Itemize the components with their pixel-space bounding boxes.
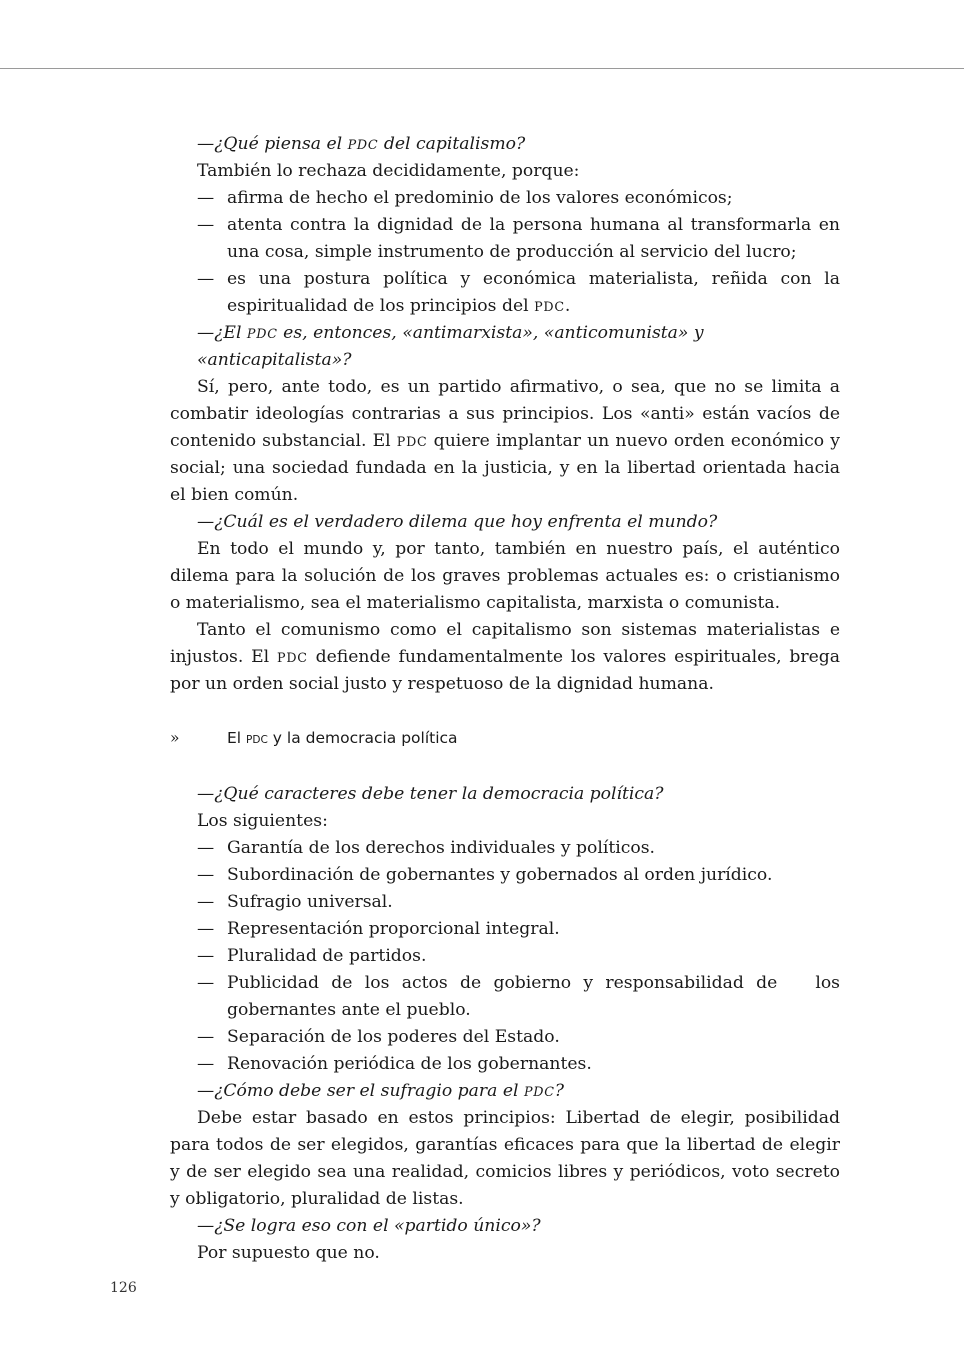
header-rule — [0, 68, 964, 69]
list-item — [170, 889, 840, 916]
answer-intro: También lo rechaza decididamente, porque: — [197, 161, 580, 181]
question-text: —¿Qué piensa el — [197, 134, 348, 154]
dash-bullet: — — [197, 865, 215, 885]
list-item — [170, 943, 840, 970]
list-item-text: Separación de los poderes del Estado. — [227, 1027, 560, 1047]
question-text: es, entonces, «antimarxista», «anticomunista» y «anticapitalista»? — [197, 323, 704, 370]
section-heading — [170, 725, 840, 754]
section-marker: » — [170, 729, 180, 747]
list-item — [170, 916, 840, 943]
pdc-abbr: PDC — [246, 734, 268, 746]
list-item — [170, 1051, 840, 1078]
list-item-text: atenta contra la dignidad de la persona humana al transformarla en una cosa, simple instrumento de producción al servicio del lucro; — [227, 215, 840, 262]
paragraph-text: Tanto el comunismo como el capitalismo son sistemas materialistas e injustos. El — [170, 620, 840, 667]
answer-paragraph: En todo el mundo y, por tanto, también en nuestro país, el auténtico dilema para la solución de los graves problemas actuales es: o cristianismo o materialismo, sea el materialismo capitalista, marxista o comunista. — [170, 539, 840, 613]
question-capitalism — [170, 131, 840, 158]
question-suffrage — [170, 1078, 840, 1105]
paragraph-text: quiere implantar un nuevo orden económico y social; una sociedad fundada en la justicia, y en la libertad orientada hacia el bien común. — [170, 431, 840, 505]
page-number: 126 — [110, 1280, 137, 1296]
list-item — [170, 212, 840, 266]
question-anti — [170, 320, 840, 374]
heading-text: y la democracia política — [267, 729, 458, 747]
question-text: ? — [554, 1081, 564, 1101]
list-item-text: los gobernantes ante el pueblo. — [227, 973, 840, 1020]
list-item-text: Publicidad de los actos de gobierno y responsabilidad de — [227, 973, 778, 993]
list-item-text: . — [564, 296, 571, 316]
page-body — [170, 131, 840, 1267]
list-item-text: es una postura política y económica materialista, reñida con la espiritualidad de los principios del — [227, 269, 840, 316]
dash-bullet: — — [197, 269, 215, 289]
pdc-abbr: PDC — [534, 299, 565, 314]
pdc-abbr: PDC — [347, 137, 379, 152]
pdc-abbr: PDC — [246, 326, 278, 341]
list-item-text: Garantía de los derechos individuales y políticos. — [227, 838, 656, 858]
dash-bullet: — — [197, 892, 215, 912]
list-item — [170, 970, 840, 1024]
list-item — [170, 862, 840, 889]
list-item — [170, 266, 840, 320]
pdc-abbr: PDC — [523, 1084, 555, 1099]
question-single-party: —¿Se logra eso con el «partido único»? — [197, 1216, 541, 1236]
pdc-abbr: PDC — [396, 434, 428, 449]
list-item-text: Renovación periódica de los gobernantes. — [227, 1054, 592, 1074]
heading-text: El — [227, 729, 247, 747]
pdc-abbr: PDC — [277, 650, 308, 665]
dash-bullet: — — [197, 215, 215, 235]
dash-bullet: — — [197, 1054, 215, 1074]
dash-bullet: — — [197, 1027, 215, 1047]
dash-bullet: — — [197, 919, 215, 939]
list-item-text: Subordinación de gobernantes y gobernados al orden jurídico. — [227, 865, 773, 885]
dash-bullet: — — [197, 973, 215, 993]
answer-paragraph — [170, 374, 840, 509]
list-item-text: Sufragio universal. — [227, 892, 393, 912]
dash-bullet: — — [197, 188, 215, 208]
question-democracy: —¿Qué caracteres debe tener la democracia política? — [197, 784, 664, 804]
spacer — [170, 754, 840, 781]
dash-bullet: — — [197, 838, 215, 858]
answer-paragraph: Debe estar basado en estos principios: Libertad de elegir, posibilidad para todos de ser elegidos, garantías eficaces para que la libertad de elegir y de ser elegido sea una realidad, comicios libres y periódicos, voto secreto y obligatorio, pluralidad de listas. — [170, 1108, 840, 1209]
answer-paragraph: Por supuesto que no. — [197, 1243, 380, 1263]
list-item-text: Pluralidad de partidos. — [227, 946, 427, 966]
question-text: —¿El — [197, 323, 247, 343]
question-dilemma: —¿Cuál es el verdadero dilema que hoy enfrenta el mundo? — [197, 512, 718, 532]
dash-bullet: — — [197, 946, 215, 966]
question-text: del capitalismo? — [378, 134, 526, 154]
answer-intro: Los siguientes: — [197, 811, 328, 831]
paragraph-text: defiende fundamentalmente los valores espirituales, brega por un orden social justo y respetuoso de la dignidad humana. — [170, 647, 841, 694]
paragraph-text: Sí, pero, ante todo, es un partido afirmativo, o sea, que no se limita a combatir ideologías contrarias a sus principios. Los «anti» están vacíos de contenido substancial. El — [170, 377, 840, 451]
list-item — [170, 1024, 840, 1051]
list-item-text: Representación proporcional integral. — [227, 919, 560, 939]
answer-paragraph — [170, 617, 840, 698]
spacer — [170, 698, 840, 725]
list-item-text: afirma de hecho el predominio de los valores económicos; — [227, 188, 733, 208]
question-text: —¿Cómo debe ser el sufragio para el — [197, 1081, 524, 1101]
list-item — [170, 185, 840, 212]
list-item — [170, 835, 840, 862]
